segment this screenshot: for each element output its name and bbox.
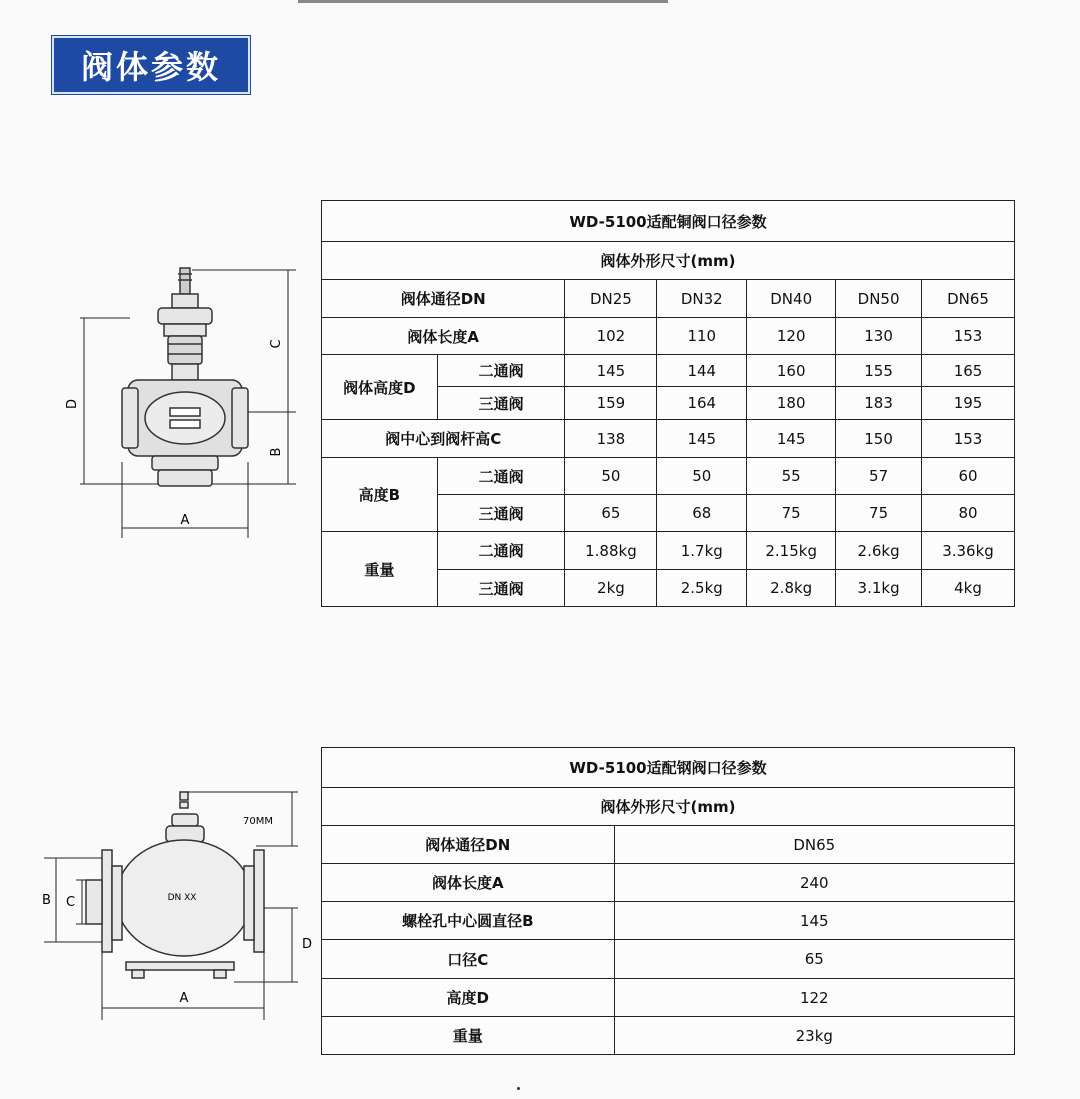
brass-valve-table bbox=[321, 200, 1015, 607]
value-cell: 145 bbox=[747, 420, 836, 458]
table-subtitle: 阀体外形尺寸(mm) bbox=[322, 242, 1015, 280]
dim-a-label: A bbox=[179, 991, 189, 1006]
dim-b-label: B bbox=[269, 447, 284, 457]
dn-cell: DN65 bbox=[922, 280, 1015, 318]
value-cell: 153 bbox=[922, 420, 1015, 458]
row-label: 高度D bbox=[322, 979, 615, 1017]
value-cell: 75 bbox=[836, 495, 922, 532]
value-cell: 144 bbox=[657, 355, 747, 387]
sub-label: 二通阀 bbox=[437, 458, 565, 495]
sub-label: 三通阀 bbox=[437, 495, 565, 532]
value-cell: 180 bbox=[747, 387, 836, 420]
value-cell: 164 bbox=[657, 387, 747, 420]
value-cell: 195 bbox=[922, 387, 1015, 420]
steel-valve-drawing bbox=[36, 788, 326, 1024]
value-cell: 50 bbox=[657, 458, 747, 495]
sub-label: 三通阀 bbox=[437, 387, 565, 420]
section-title-text: 阀体参数 bbox=[80, 48, 221, 86]
value-cell: 145 bbox=[614, 902, 1014, 940]
table-title: WD-5100适配钢阀口径参数 bbox=[322, 748, 1015, 788]
sub-label: 三通阀 bbox=[437, 570, 565, 607]
value-cell: 68 bbox=[657, 495, 747, 532]
dim-top-label: 70MM bbox=[243, 816, 273, 827]
sub-label: 二通阀 bbox=[437, 355, 565, 387]
dn-cell: DN50 bbox=[836, 280, 922, 318]
value-cell: 2kg bbox=[565, 570, 657, 607]
value-cell: 122 bbox=[614, 979, 1014, 1017]
value-cell: 1.88kg bbox=[565, 532, 657, 570]
row-label: 阀体高度D bbox=[322, 355, 438, 420]
dim-b-label: B bbox=[42, 893, 51, 908]
table-title: WD-5100适配铜阀口径参数 bbox=[322, 201, 1015, 242]
row-label: 螺栓孔中心圆直径B bbox=[322, 902, 615, 940]
value-cell: 2.5kg bbox=[657, 570, 747, 607]
value-cell: 2.8kg bbox=[747, 570, 836, 607]
row-label: 口径C bbox=[322, 940, 615, 979]
value-cell: 183 bbox=[836, 387, 922, 420]
dim-d-label: D bbox=[65, 398, 80, 410]
top-edge-line bbox=[298, 0, 668, 3]
dim-c-label: C bbox=[66, 895, 76, 910]
value-cell: 50 bbox=[565, 458, 657, 495]
sub-label: 二通阀 bbox=[437, 532, 565, 570]
value-cell: 75 bbox=[747, 495, 836, 532]
value-cell: 23kg bbox=[614, 1017, 1014, 1055]
row-label: 重量 bbox=[322, 532, 438, 607]
body-label: DN XX bbox=[167, 893, 197, 903]
value-cell: 57 bbox=[836, 458, 922, 495]
dim-d-label: D bbox=[302, 937, 313, 952]
value-cell: 120 bbox=[747, 318, 836, 355]
row-label: 阀体长度A bbox=[322, 864, 615, 902]
value-cell: 3.36kg bbox=[922, 532, 1015, 570]
value-cell: 240 bbox=[614, 864, 1014, 902]
row-label: 阀体通径DN bbox=[322, 280, 565, 318]
value-cell: 138 bbox=[565, 420, 657, 458]
value-cell: 130 bbox=[836, 318, 922, 355]
value-cell: 60 bbox=[922, 458, 1015, 495]
value-cell: 1.7kg bbox=[657, 532, 747, 570]
dn-cell: DN32 bbox=[657, 280, 747, 318]
row-label: 阀中心到阀杆高C bbox=[322, 420, 565, 458]
value-cell: 80 bbox=[922, 495, 1015, 532]
value-cell: 3.1kg bbox=[836, 570, 922, 607]
value-cell: 2.15kg bbox=[747, 532, 836, 570]
dim-a-label: A bbox=[180, 513, 190, 528]
dim-c-label: C bbox=[269, 339, 284, 349]
row-label: 重量 bbox=[322, 1017, 615, 1055]
value-cell: 159 bbox=[565, 387, 657, 420]
value-cell: 150 bbox=[836, 420, 922, 458]
value-cell: 65 bbox=[565, 495, 657, 532]
value-cell: 102 bbox=[565, 318, 657, 355]
page-mark bbox=[517, 1087, 520, 1090]
value-cell: 110 bbox=[657, 318, 747, 355]
dn-cell: DN25 bbox=[565, 280, 657, 318]
steel-valve-table bbox=[321, 747, 1015, 1055]
value-cell: 4kg bbox=[922, 570, 1015, 607]
row-label: 高度B bbox=[322, 458, 438, 532]
value-cell: 2.6kg bbox=[836, 532, 922, 570]
value-cell: 145 bbox=[657, 420, 747, 458]
section-title bbox=[52, 36, 250, 94]
value-cell: DN65 bbox=[614, 826, 1014, 864]
row-label: 阀体长度A bbox=[322, 318, 565, 355]
value-cell: 160 bbox=[747, 355, 836, 387]
value-cell: 153 bbox=[922, 318, 1015, 355]
value-cell: 145 bbox=[565, 355, 657, 387]
value-cell: 65 bbox=[614, 940, 1014, 979]
value-cell: 55 bbox=[747, 458, 836, 495]
table-subtitle: 阀体外形尺寸(mm) bbox=[322, 788, 1015, 826]
row-label: 阀体通径DN bbox=[322, 826, 615, 864]
value-cell: 165 bbox=[922, 355, 1015, 387]
dn-cell: DN40 bbox=[747, 280, 836, 318]
value-cell: 155 bbox=[836, 355, 922, 387]
brass-valve-drawing bbox=[60, 262, 310, 552]
